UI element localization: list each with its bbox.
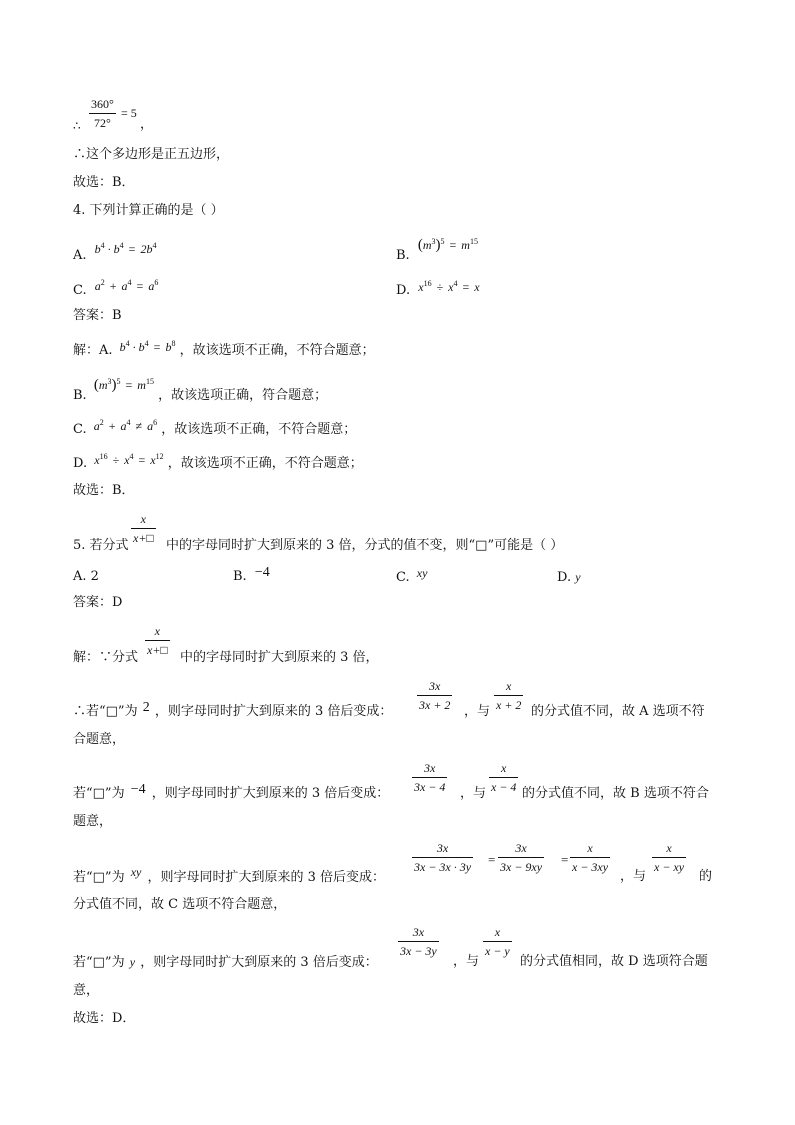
math-expression: $(m^3)^5 = m^{15}$ — [93, 377, 154, 393]
case1-prefix — [73, 700, 393, 720]
q5-stem-suffix: 中的字母同时扩大到原来的 3 倍，分式的值不变，则“□”可能是（ ） — [166, 538, 564, 553]
equals-5: = 5 — [121, 106, 137, 120]
q5-solution-intro-prefix: 解：∵分式 — [73, 650, 139, 665]
fraction-numerator: 3x — [412, 841, 473, 858]
case2-prefix — [73, 782, 390, 802]
fraction-x-over-x-y — [483, 925, 512, 958]
option-label: B. — [233, 569, 247, 584]
option-label: C. — [73, 283, 87, 298]
math-expression: $b^4 \cdot b^4 = 2b^4$ — [94, 241, 157, 256]
math-expression: $(m^3)^5 = m^{15}$ — [417, 237, 478, 253]
fraction-denominator: 3x − 4 — [414, 780, 446, 794]
comma: ， — [140, 117, 154, 132]
q5-option-a: A. 2 — [73, 569, 99, 584]
fraction-denominator: x+□ — [147, 643, 168, 657]
option-label: B. — [396, 248, 410, 263]
solution-text: ，故该选项不正确，不符合题意； — [167, 456, 363, 471]
q4-option-d — [396, 279, 480, 299]
fraction-numerator: x — [131, 512, 156, 529]
case4-tail: 的分式值相同，故 D 选项符合题 — [520, 954, 708, 969]
fraction-numerator: x — [483, 925, 512, 942]
case2-tail: 的分式值不同，故 B 选项不符合 — [522, 786, 709, 801]
case1-continuation: 合题意， — [73, 732, 126, 747]
fraction-denominator: x + 2 — [496, 698, 522, 712]
solution-text: ，故该选项正确，符合题意； — [158, 388, 328, 403]
case3-prefix — [73, 865, 386, 886]
q4-stem: 4. 下列计算正确的是（ ） — [73, 203, 224, 218]
q4-solution-b — [73, 377, 328, 404]
prev-therefore-symbol: ∴ — [73, 119, 81, 133]
fraction-denominator: x − xy — [654, 860, 685, 874]
fraction-360-over-72 — [89, 97, 116, 130]
q5-option-d — [557, 569, 581, 586]
fraction-numerator: x — [145, 624, 170, 641]
q4-solution-d — [73, 452, 363, 472]
q4-option-a — [73, 241, 157, 264]
case-text: 若“□”为 — [73, 870, 125, 885]
prev-choose: 故选：B． — [73, 175, 135, 190]
solution-prefix: C. — [73, 422, 87, 437]
case2-continuation: 题意， — [73, 814, 113, 829]
fraction-denominator: x − y — [485, 944, 510, 958]
solution-text: ，故该选项不正确，不符合题意； — [161, 422, 357, 437]
q4-answer: 答案：B — [73, 308, 122, 323]
option-value: xy — [416, 566, 428, 580]
case-value: xy — [130, 865, 142, 879]
q4-option-c — [73, 278, 159, 299]
case-text: ，则字母同时扩大到原来的 3 倍后变成： — [154, 704, 393, 719]
fraction-numerator: 3x — [412, 761, 447, 778]
q4-choose: 故选：B． — [73, 483, 135, 498]
fraction-3x-over-3x-3x3y — [412, 841, 473, 874]
case4-with: ，与 — [453, 954, 480, 969]
option-label: A. — [73, 248, 87, 263]
case3-with: ，与 — [620, 869, 647, 884]
solution-prefix: 解：A. — [73, 343, 113, 358]
math-expression: $b^4 \cdot b^4 = b^8$ — [119, 339, 176, 354]
case-text: 若“□”为 — [73, 786, 125, 801]
math-expression: $x^{16} \div x^4 = x$ — [418, 279, 480, 294]
q4-solution-a — [73, 339, 375, 359]
equals-sign: = — [488, 852, 496, 867]
fraction-numerator: 3x — [398, 925, 439, 942]
fraction-x-over-x-plus-box — [131, 512, 156, 545]
fraction-3x-over-3x-minus-4 — [412, 761, 447, 794]
equals-sign: = — [561, 852, 569, 867]
option-label: C. — [396, 570, 410, 585]
fraction-denominator: x − 4 — [491, 780, 517, 794]
option-label: D. — [557, 570, 572, 585]
q5-solution-intro-suffix: 中的字母同时扩大到原来的 3 倍， — [180, 650, 379, 665]
fraction-denominator: 3x + 2 — [419, 698, 451, 712]
q4-option-b — [396, 237, 478, 264]
fraction-x-over-x-xy — [652, 841, 686, 874]
fraction-numerator: x — [489, 761, 518, 778]
option-label: D. — [396, 283, 411, 298]
case2-with: ，与 — [460, 786, 487, 801]
fraction-denominator: 3x − 3y — [400, 944, 437, 958]
fraction-x-over-x-minus-4 — [489, 761, 518, 794]
fraction-denominator: x+□ — [133, 531, 154, 545]
case-text: ，则字母同时扩大到原来的 3 倍后变成： — [147, 870, 386, 885]
q5-stem-prefix: 5. 若分式 — [73, 538, 129, 553]
case-text: ，则字母同时扩大到原来的 3 倍后变成： — [140, 955, 378, 970]
math-expression: $a^2 + a^4 = a^6$ — [94, 278, 159, 293]
fraction-3x-over-3x-plus-2 — [417, 679, 452, 712]
fraction-denominator: 72° — [94, 116, 111, 130]
solution-prefix: D. — [73, 456, 88, 471]
case1-tail: 的分式值不同，故 A 选项不符 — [531, 704, 705, 719]
case3-tail: 的 — [699, 869, 713, 884]
case4-prefix — [73, 954, 378, 971]
fraction-denominator: 3x − 3x · 3y — [414, 860, 472, 874]
fraction-numerator: 360° — [89, 97, 116, 114]
option-value: y — [575, 570, 581, 584]
q4-solution-c — [73, 418, 357, 438]
fraction-3x-over-3x-3y — [398, 925, 439, 958]
case-text: ∴若“□”为 — [73, 704, 138, 719]
case-value: 2 — [142, 700, 150, 715]
fraction-numerator: x — [494, 679, 523, 696]
fraction-x-over-x-plus-2 — [494, 679, 523, 712]
math-expression: $a^2 + a^4 \ne a^6$ — [93, 418, 158, 433]
case4-continuation: 意， — [73, 983, 100, 998]
fraction-x-over-x-plus-box — [145, 624, 170, 657]
q5-option-c — [396, 566, 428, 586]
solution-text: ，故该选项不正确，不符合题意； — [179, 343, 375, 358]
option-value: −4 — [254, 565, 270, 580]
case3-continuation: 分式值不同，故 C 选项不符合题意， — [73, 897, 287, 912]
fraction-3x-over-3x-9xy — [498, 841, 544, 874]
solution-prefix: B. — [73, 388, 87, 403]
q5-option-b — [233, 565, 270, 585]
prev-conclusion: ∴这个多边形是正五边形， — [73, 147, 230, 162]
fraction-denominator: x − 3xy — [572, 860, 609, 874]
fraction-x-over-x-3xy — [570, 841, 610, 874]
fraction-numerator: 3x — [417, 679, 452, 696]
q5-answer: 答案：D — [73, 595, 123, 610]
case-value: y — [129, 955, 136, 969]
case-text: ，则字母同时扩大到原来的 3 倍后变成： — [151, 786, 390, 801]
case-value: −4 — [130, 782, 146, 797]
fraction-denominator: 3x − 9xy — [500, 860, 543, 874]
case-text: 若“□”为 — [73, 955, 125, 970]
fraction-numerator: x — [570, 841, 610, 858]
q5-choose: 故选：D． — [73, 1011, 136, 1026]
math-expression: $x^{16} \div x^4 = x^{12}$ — [94, 452, 164, 467]
fraction-numerator: 3x — [498, 841, 544, 858]
fraction-numerator: x — [652, 841, 686, 858]
case1-with: ，与 — [464, 704, 491, 719]
